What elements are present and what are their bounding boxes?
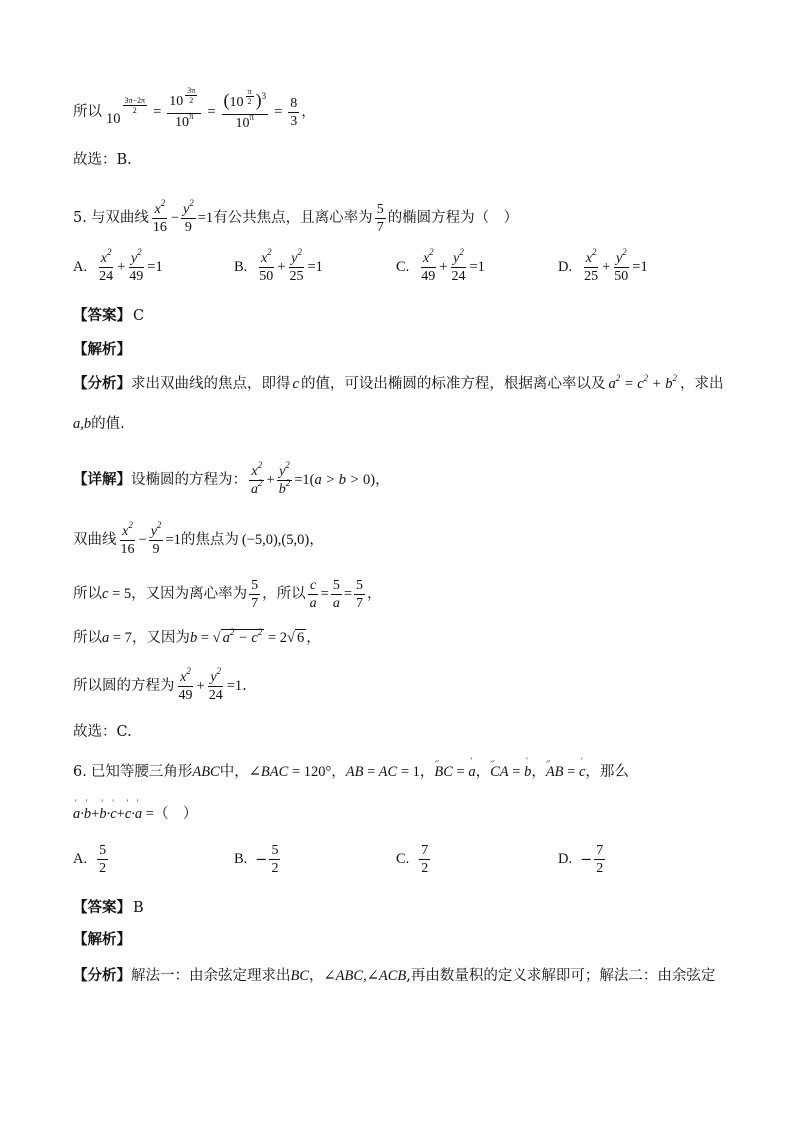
result-fraction: $\frac{8}{3}$ (290, 95, 298, 129)
xiangjie-5-line5: 所以圆的方程为 $\frac{x^2}{49}$ + $\frac{y^2}{24}$ =1 . (73, 665, 247, 703)
solution-line-so: 所以 10 $^{\frac{3\pi-2\pi}{2}}$ = 10 $^{\frac{3\pi}{2}}$ $10^\pi$ = (10 $^{\frac{\pi}{2}}$ )$^3$ $10^\pi$ = $\frac{8}{3}$ ， (73, 85, 316, 131)
fenxi-5-line2: a,b 的值. (73, 416, 125, 432)
question-5-stem: 5. 与双曲线 $\frac{x^2}{16}$ − $\frac{y^2}{9}$ =1 有公共焦点，且离心率为 $\frac{5}{7}$ 的椭圆方程为（ ） (73, 197, 519, 235)
option-c[interactable]: C. $\frac{7}{2}$ (396, 843, 429, 876)
answer-5: 【答案】 C (73, 307, 145, 324)
question-6-stem-line2: ' a·' b+' b·' c+' c·' a = （ ） (73, 802, 197, 826)
question-6-stem-line1: 6. 已知等腰三角形 ABC 中， ∠BAC = 120° ， AB = AC = 1 ， ᐟᐟ BC = ' a ， ᐟᐟ CA = ' b ， ᐟᐟ AB = ' c ，那么 (73, 760, 629, 784)
text-prefix: 所以 (73, 104, 102, 120)
option-a[interactable]: A. $\frac{x^2}{24}$ + $\frac{y^2}{49}$ =1 (73, 247, 163, 284)
fenxi-5-line1: 【分析】 求出双曲线的焦点，即得 c 的值，可设出椭圆的标准方程，根据离心率以及 $a^2 = c^2 + b^2$ ，求出 (73, 373, 724, 392)
math-fraction-1: 10 $^{\frac{3\pi}{2}}$ $10^\pi$ (167, 93, 201, 131)
conclusion-c: 故选：C. (73, 724, 132, 740)
option-c[interactable]: C. $\frac{x^2}{49}$ + $\frac{y^2}{24}$ =1 (396, 247, 485, 284)
analysis-5-heading: 【解析】 (73, 341, 131, 358)
eccentricity-fraction: $\frac{5}{7}$ (376, 201, 384, 235)
math-power: 10 $^{\frac{3\pi-2\pi}{2}}$ (106, 95, 146, 127)
xiangjie-5-line3: 所以 c = 5 ，又因为离心率为 $\frac{5}{7}$ ，所以 $\frac{c}{a}$ = $\frac{5}{a}$ = $\frac{5}{7}$ ， (73, 577, 382, 611)
math-fraction-2: (10 $^{\frac{\pi}{2}}$ )$^3$ $10^\pi$ (223, 86, 267, 131)
xiangjie-5-line2: 双曲线 $\frac{x^2}{16}$ − $\frac{y^2}{9}$ =1 的焦点为 (−5,0),(5,0) ， (73, 519, 324, 557)
option-a[interactable]: A. $\frac{5}{2}$ (73, 843, 107, 876)
hyperbola-y-term: $\frac{y^2}{9}$ (183, 197, 194, 235)
answer-6: 【答案】 B (73, 899, 144, 916)
option-d[interactable]: D. $\frac{x^2}{25}$ + $\frac{y^2}{50}$ =1 (558, 247, 648, 284)
analysis-6-heading: 【解析】 (73, 931, 131, 948)
fenxi-6-line1: 【分析】 解法一：由余弦定理求出 BC ， ∠ABC,∠ACB ,再由数量积的定义求解即可；解法二：由余弦定 (73, 967, 716, 984)
option-b[interactable]: B. $\frac{x^2}{50}$ + $\frac{y^2}{25}$ =1 (234, 247, 323, 284)
hyperbola-x-term: $\frac{x^2}{16}$ (152, 197, 167, 235)
option-b[interactable]: B. − $\frac{5}{2}$ (234, 843, 279, 876)
xiangjie-5-line1: 【详解】 设椭圆的方程为： $\frac{x^2}{a^2}$ + $\frac{y^2}{b^2}$ =1(a > b > 0) ， (73, 459, 390, 497)
option-d[interactable]: D. − $\frac{7}{2}$ (558, 843, 604, 876)
xiangjie-5-line4: 所以 a = 7 ，又因为 b = √ $a^2 - c^2 = 2√$ 6 ， (73, 627, 321, 646)
conclusion-b: 故选：B. (73, 152, 132, 168)
